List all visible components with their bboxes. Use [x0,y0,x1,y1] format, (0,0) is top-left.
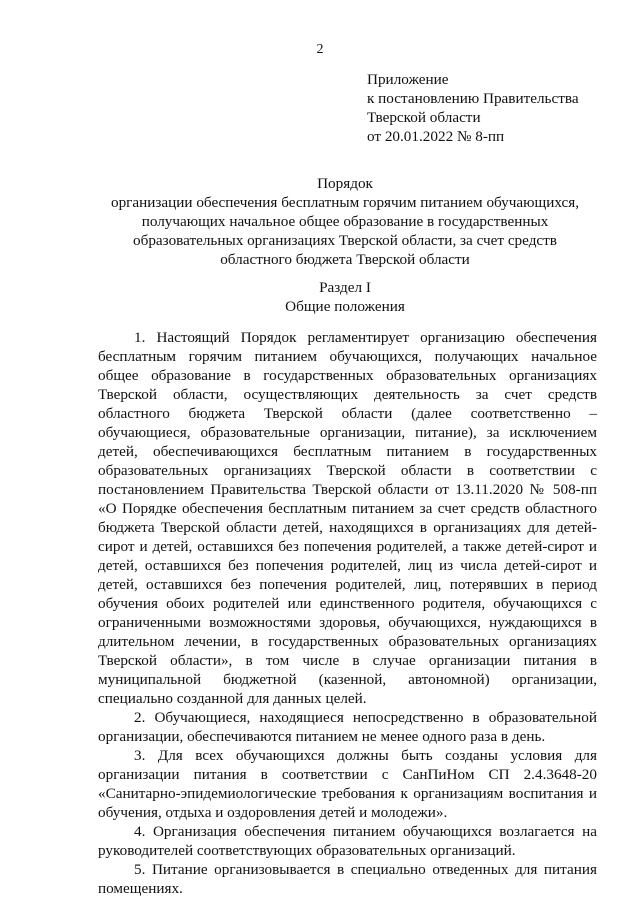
page-number: 2 [316,42,324,57]
appendix-line-4: от 20.01.2022 № 8-пп [367,128,505,145]
section-heading [98,278,592,316]
paragraph-4: 4. Организация обеспечения питанием обучающихся возлагается на руководителей соответствующих образовательных организаций. [98,823,597,859]
appendix-line-3: Тверской области [367,109,481,126]
title-line-5: областного бюджета Тверской области [220,251,470,268]
paragraph-1: 1. Настоящий Порядок регламентирует организацию обеспечения бесплатным горячим питанием обучающихся, получающих начальное общее образование в государственных образовательных организациях Тверской области, осуществляющих деятельность за счет средств областного бюджета Тверской области (далее соответственно – обучающиеся, образовательные организации, питание), за исключением детей, обеспечивающихся бесплатным питанием в государственных образовательных организациях Тверской области в соответствии с постановлением Правительства Тверской области от 13.11.2020 № 508-пп «О Порядке обеспечения бесплатным питанием за счет средств областного бюджета Тверской области детей, находящихся в организациях для детей-сирот и детей, оставшихся без попечения родителей, а также детей-сирот и детей, оставшихся без попечения родителей, лиц из числа детей-сирот и детей, оставшихся без попечения родителей, лиц, потерявших в период обучения обоих родителей или единственного родителя, обучающихся с ограниченными возможностями здоровья, обучающихся, нуждающихся в длительном лечении, в государственных образовательных организациях Тверской области», в том числе в случае организации питания в муниципальной бюджетной (казенной, автономной) организации, специально созданной для данных целей. [98,329,597,707]
title-line-4: образовательных организациях Тверской области, за счет средств [133,232,557,249]
appendix-line-1: Приложение [367,71,449,88]
document-title [98,174,592,269]
paragraph-5: 5. Питание организовывается в специально отведенных для питания помещениях. [98,861,597,897]
section-number: Раздел I [319,279,371,296]
appendix-header [367,70,617,146]
paragraph-2: 2. Обучающиеся, находящиеся непосредственно в образовательной организации, обеспечиваются питанием не менее одного раза в день. [98,709,597,745]
document-body [98,328,597,898]
section-name: Общие положения [285,298,405,315]
title-line-3: получающих начальное общее образование в государственных [141,213,549,230]
title-line-1: Порядок [317,175,373,192]
paragraph-3: 3. Для всех обучающихся должны быть созданы условия для организации питания в соответствии с СанПиНом СП 2.4.3648-20 «Санитарно-эпидемиологические требования к организациям воспитания и обучения, отдыха и оздоровления детей и молодежи». [98,747,597,821]
title-line-2: организации обеспечения бесплатным горячим питанием обучающихся, [110,194,580,211]
appendix-line-2: к постановлению Правительства [367,90,579,107]
